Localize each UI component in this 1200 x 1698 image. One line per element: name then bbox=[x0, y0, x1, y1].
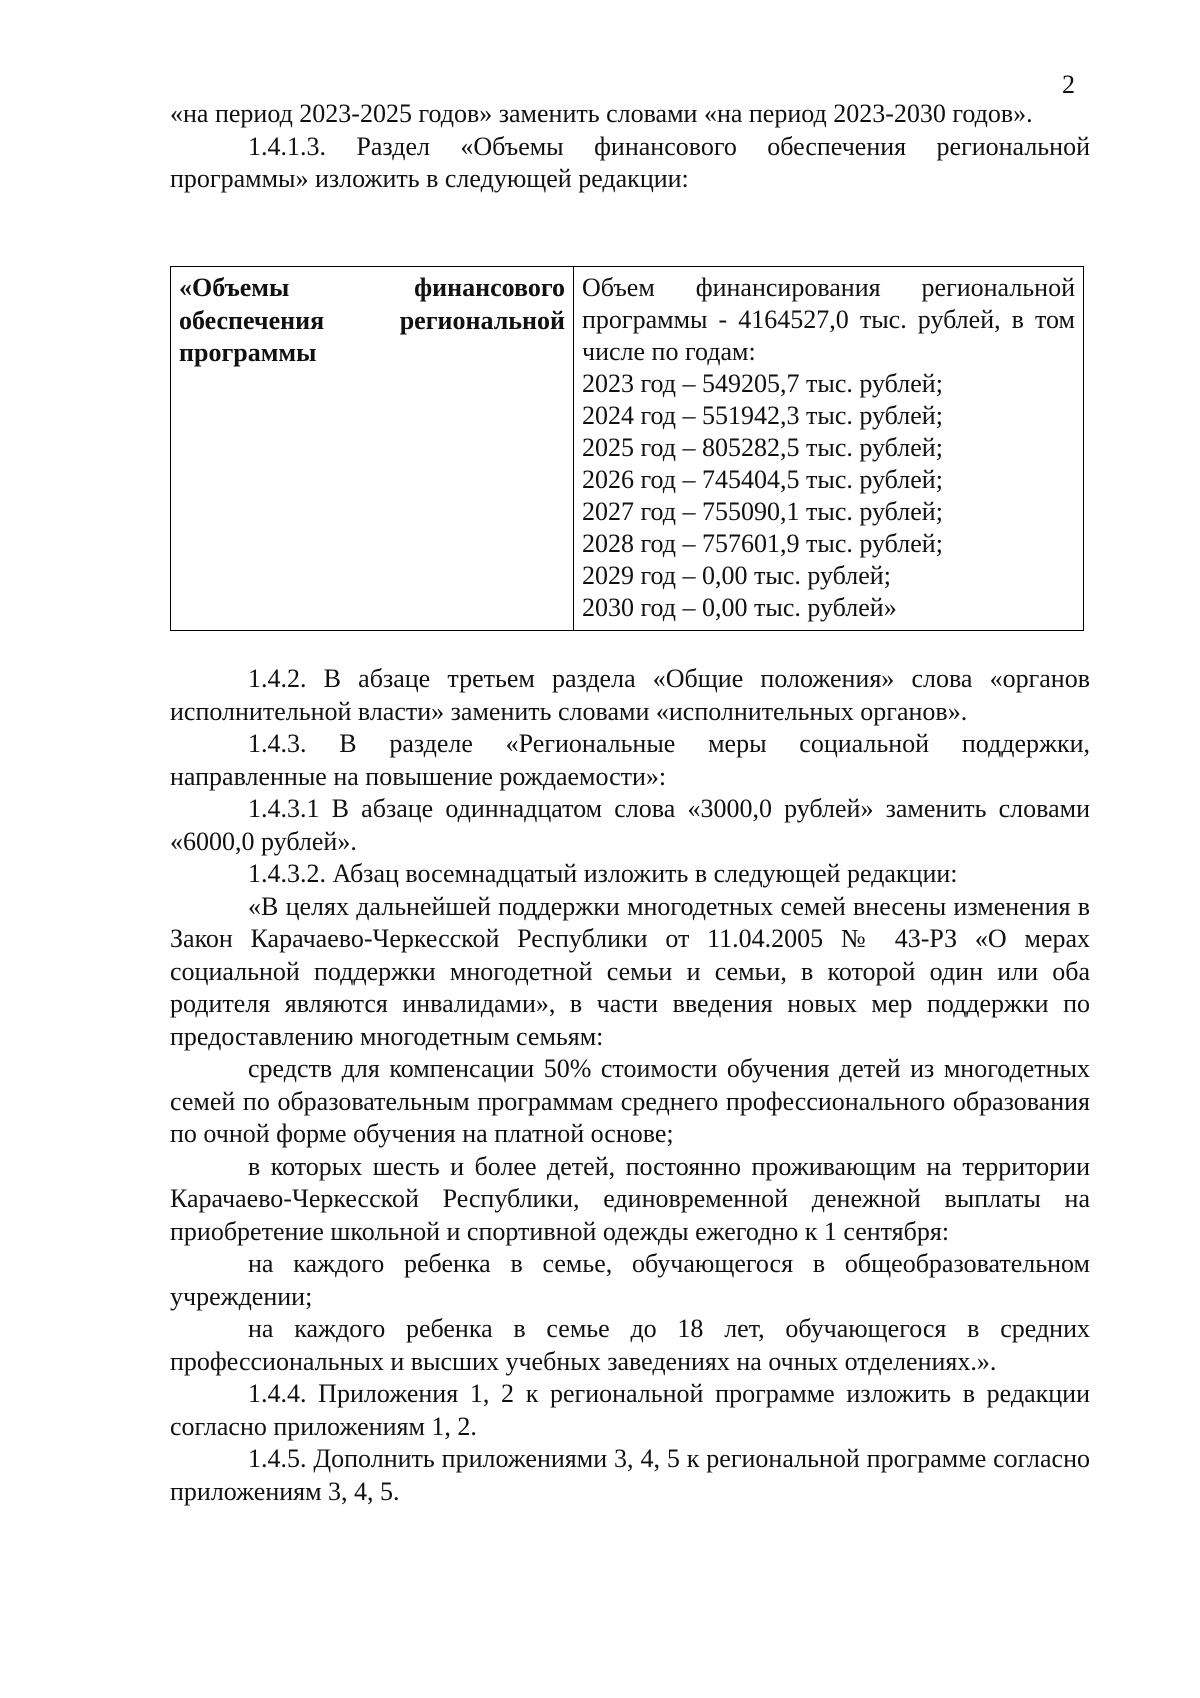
table-left-header: «Объемы финансового обеспечения региональной программы bbox=[171, 267, 574, 630]
intro-paragraph-1: «на период 2023-2025 годов» заменить словами «на период 2023-2030 годов». bbox=[170, 99, 1033, 128]
paragraph-1-4-4: 1.4.4. Приложения 1, 2 к региональной программе изложить в редакции согласно приложениям 1, 2. bbox=[170, 1379, 1090, 1441]
intro-paragraph-2: 1.4.1.3. Раздел «Объемы финансового обеспечения региональной программы» изложить в следующей редакции: bbox=[170, 131, 1090, 193]
financing-table bbox=[170, 266, 1084, 631]
paragraph-1-4-3: 1.4.3. В разделе «Региональные меры социальной поддержки, направленные на повышение рождаемости»: bbox=[170, 729, 1090, 791]
table-total-text: Объем финансирования региональной программы - 4164527,0 тыс. рублей, в том числе по годам: bbox=[582, 273, 1075, 366]
list-item: средств для компенсации 50% стоимости обучения детей из многодетных семей по образовательным программам среднего профессионального образования по очной форме обучения на платной основе; bbox=[170, 1054, 1090, 1148]
quoted-paragraph: «В целях дальнейшей поддержки многодетных семей внесены изменения в Закон Карачаево-Черкесской Республики от 11.04.2005 № 43-РЗ «О мерах социальной поддержки многодетной семьи и семьи, в которой один или оба родителя являются инвалидами», в части введения новых мер поддержки по предоставлению многодетным семьям: bbox=[170, 891, 1090, 1051]
table-year-row: 2024 год – 551942,3 тыс. рублей; bbox=[582, 401, 943, 430]
table-year-row: 2027 год – 755090,1 тыс. рублей; bbox=[582, 497, 943, 526]
intro-text bbox=[170, 98, 1090, 196]
page-number: 2 bbox=[1062, 70, 1075, 99]
table-year-row: 2026 год – 745404,5 тыс. рублей; bbox=[582, 465, 943, 494]
table-right-cell bbox=[574, 267, 1083, 630]
table-year-row: 2029 год – 0,00 тыс. рублей; bbox=[582, 561, 891, 590]
paragraph-1-4-3-2: 1.4.3.2. Абзац восемнадцатый изложить в следующей редакции: bbox=[248, 859, 958, 888]
paragraph-1-4-3-1: 1.4.3.1 В абзаце одиннадцатом слова «3000,0 рублей» заменить словами «6000,0 рублей». bbox=[170, 794, 1090, 856]
list-item: в которых шесть и более детей, постоянно проживающим на территории Карачаево-Черкесской Республики, единовременной денежной выплаты на приобретение школьной и спортивной одежды ежегодно к 1 сентября: bbox=[170, 1151, 1090, 1246]
table-year-row: 2025 год – 805282,5 тыс. рублей; bbox=[582, 433, 943, 462]
table-year-row: 2023 год – 549205,7 тыс. рублей; bbox=[582, 369, 943, 398]
paragraph-1-4-5: 1.4.5. Дополнить приложениями 3, 4, 5 к региональной программе согласно приложениям 3, 4, 5. bbox=[170, 1444, 1090, 1506]
list-item: на каждого ребенка в семье, обучающегося в общеобразовательном учреждении; bbox=[170, 1249, 1090, 1311]
table-year-row: 2028 год – 757601,9 тыс. рублей; bbox=[582, 529, 943, 558]
table-year-row: 2030 год – 0,00 тыс. рублей» bbox=[582, 593, 897, 622]
list-item: на каждого ребенка в семье до 18 лет, обучающегося в средних профессиональных и высших учебных заведениях на очных отделениях.». bbox=[170, 1314, 1090, 1376]
paragraph-1-4-2: 1.4.2. В абзаце третьем раздела «Общие положения» слова «органов исполнительной власти» заменить словами «исполнительных органов». bbox=[170, 664, 1090, 726]
body-text bbox=[170, 663, 1090, 1508]
